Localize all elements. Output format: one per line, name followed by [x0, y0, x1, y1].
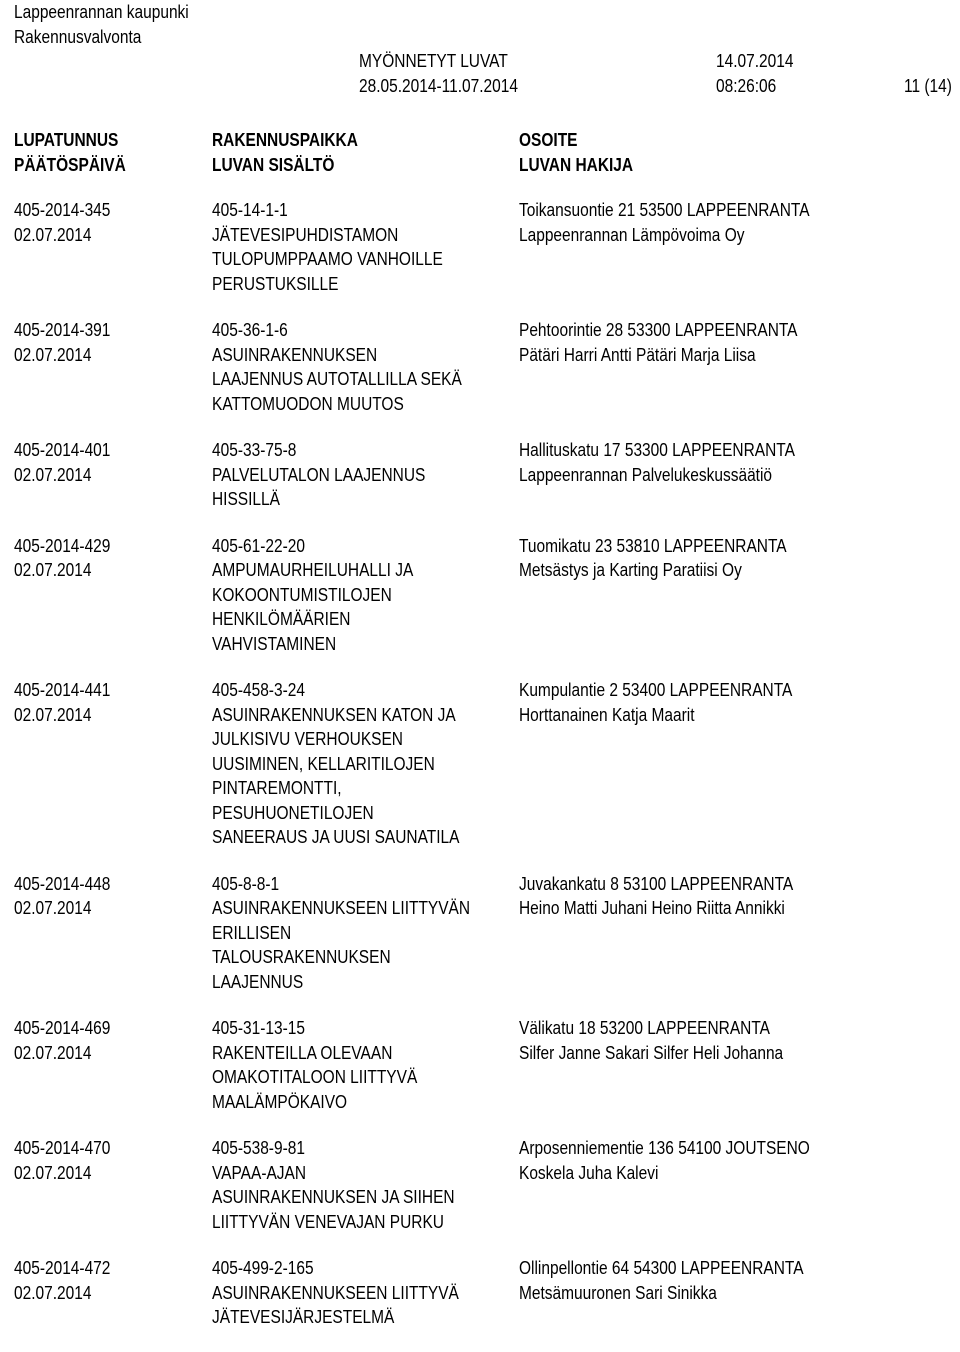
permit-entry [0, 678, 960, 850]
permit-content-line: TULOPUMPPAAMO VANHOILLE [212, 249, 443, 269]
permit-content-line: OMAKOTITALOON LIITTYVÄ [212, 1067, 418, 1087]
permit-content-line: KOKOONTUMISTILOJEN [212, 584, 392, 605]
permit-content-line: LIITTYVÄN VENEVAJAN PURKU [212, 1211, 444, 1232]
address-applicant-cell [519, 1016, 826, 1065]
permit-content-line: LAAJENNUS AUTOTALLILLA SEKÄ [212, 369, 462, 389]
address-applicant-cell [519, 1256, 850, 1305]
permit-content-line: KATTOMUODON MUUTOS [212, 393, 404, 414]
building-site: 405-33-75-8 [212, 440, 297, 460]
site-content-cell [212, 318, 512, 416]
permit-id: 405-2014-391 [14, 320, 111, 340]
applicant: Koskela Juha Kalevi [519, 1162, 659, 1183]
decision-date: 02.07.2014 [14, 1282, 92, 1303]
site-content-cell [212, 534, 512, 657]
site-content-cell [212, 1256, 512, 1330]
permit-entry [0, 1136, 960, 1234]
permit-id-cell [14, 318, 126, 367]
permit-content-line: JÄTEVESIPUHDISTAMON [212, 224, 399, 245]
permit-id: 405-2014-448 [14, 873, 111, 894]
column-header-site: RAKENNUSPAIKKA LUVAN SISÄLTÖ [212, 130, 358, 175]
site-content-cell [212, 872, 512, 995]
permit-entries [0, 198, 960, 1352]
permit-id: 405-2014-441 [14, 680, 111, 700]
decision-date: 02.07.2014 [14, 1042, 92, 1063]
applicant: Pätäri Harri Antti Pätäri Marja Liisa [519, 344, 756, 365]
permit-content-line: SANEERAUS JA UUSI SAUNATILA [212, 827, 460, 847]
permit-content-line: AMPUMAURHEILUHALLI JA [212, 560, 414, 580]
building-site: 405-14-1-1 [212, 200, 288, 220]
permit-id: 405-2014-345 [14, 200, 111, 220]
building-site: 405-8-8-1 [212, 873, 280, 894]
permit-content-line: HISSILLÄ [212, 489, 280, 509]
permit-id-cell [14, 198, 126, 247]
permit-content-line: ERILLISEN [212, 922, 292, 943]
department-name: Rakennusvalvonta [14, 27, 142, 47]
site-content-cell [212, 678, 512, 850]
site-content-cell [212, 1136, 512, 1234]
permit-content-line: RAKENTEILLA OLEVAAN [212, 1042, 393, 1063]
column-header-permit: LUPATUNNUS PÄÄTÖSPÄIVÄ [14, 130, 126, 175]
permit-id: 405-2014-401 [14, 440, 111, 460]
permit-id: 405-2014-472 [14, 1258, 111, 1278]
print-time: 08:26:06 [716, 76, 777, 96]
permit-entry [0, 872, 960, 995]
permit-content-line: VAPAA-AJAN [212, 1162, 307, 1183]
building-site: 405-36-1-6 [212, 320, 288, 340]
decision-date: 02.07.2014 [14, 560, 92, 580]
address: Arposenniementie 136 54100 JOUTSENO [519, 1138, 810, 1158]
permit-entry [0, 198, 960, 296]
permit-content-line: PESUHUONETILOJEN [212, 802, 374, 823]
report-title: MYÖNNETYT LUVAT [359, 51, 508, 71]
page-number: 11 (14) [904, 76, 952, 96]
permit-entry [0, 438, 960, 512]
permit-content-line: UUSIMINEN, KELLARITILOJEN [212, 753, 435, 774]
building-site: 405-538-9-81 [212, 1138, 305, 1158]
address: Juvakankatu 8 53100 LAPPEENRANTA [519, 873, 794, 894]
address-applicant-cell [519, 198, 857, 247]
building-site: 405-61-22-20 [212, 535, 305, 556]
applicant: Heino Matti Juhani Heino Riitta Annikki [519, 898, 785, 918]
permit-content-line: HENKILÖMÄÄRIEN [212, 609, 351, 629]
permit-id: 405-2014-470 [14, 1138, 111, 1158]
permit-content-line: JÄTEVESIJÄRJESTELMÄ [212, 1307, 395, 1327]
applicant: Lappeenrannan Palvelukeskussäätiö [519, 464, 773, 485]
address-applicant-cell [519, 1136, 857, 1185]
site-content-cell [212, 1016, 512, 1114]
permit-content-line: TALOUSRAKENNUKSEN [212, 947, 391, 967]
building-site: 405-499-2-165 [212, 1258, 314, 1278]
address: Kumpulantie 2 53400 LAPPEENRANTA [519, 680, 793, 700]
address: Toikansuontie 21 53500 LAPPEENRANTA [519, 200, 810, 220]
decision-date: 02.07.2014 [14, 224, 92, 245]
permit-content-line: LAAJENNUS [212, 971, 304, 992]
permit-content-line: PALVELUTALON LAAJENNUS [212, 464, 426, 485]
address: Ollinpellontie 64 54300 LAPPEENRANTA [519, 1258, 804, 1278]
decision-date: 02.07.2014 [14, 1162, 92, 1183]
permit-entry [0, 1256, 960, 1330]
address: Hallituskatu 17 53300 LAPPEENRANTA [519, 440, 795, 460]
permit-content-line: ASUINRAKENNUKSEEN LIITTYVÄN [212, 898, 471, 918]
permit-content-line: ASUINRAKENNUKSEN KATON JA [212, 704, 456, 725]
address-applicant-cell [519, 438, 840, 487]
permit-id-cell [14, 1256, 126, 1305]
permit-id-cell [14, 1016, 126, 1065]
address-applicant-cell [519, 534, 830, 583]
permit-id-cell [14, 534, 126, 583]
building-site: 405-458-3-24 [212, 680, 305, 700]
building-site: 405-31-13-15 [212, 1018, 305, 1038]
permit-content-line: PINTAREMONTTI, [212, 778, 342, 798]
applicant: Metsämuuronen Sari Sinikka [519, 1282, 717, 1303]
applicant: Metsästys ja Karting Paratiisi Oy [519, 560, 742, 580]
permit-entry [0, 534, 960, 657]
permit-entry [0, 318, 960, 416]
address: Tuomikatu 23 53810 LAPPEENRANTA [519, 535, 787, 556]
permit-content-line: PERUSTUKSILLE [212, 273, 339, 294]
permit-id: 405-2014-469 [14, 1018, 111, 1038]
site-content-cell [212, 438, 512, 512]
print-date: 14.07.2014 [716, 51, 794, 71]
permit-id-cell [14, 678, 126, 727]
permit-entry [0, 1016, 960, 1114]
address-applicant-cell [519, 872, 838, 921]
decision-date: 02.07.2014 [14, 344, 92, 365]
decision-date: 02.07.2014 [14, 464, 92, 485]
applicant: Horttanainen Katja Maarit [519, 704, 695, 725]
column-header-address: OSOITE LUVAN HAKIJA [519, 130, 634, 175]
address: Välikatu 18 53200 LAPPEENRANTA [519, 1018, 770, 1038]
permit-id-cell [14, 872, 126, 921]
decision-date: 02.07.2014 [14, 898, 92, 918]
address-applicant-cell [519, 318, 843, 367]
site-content-cell [212, 198, 512, 296]
permit-content-line: ASUINRAKENNUKSEEN LIITTYVÄ [212, 1282, 459, 1303]
address: Pehtoorintie 28 53300 LAPPEENRANTA [519, 320, 798, 340]
permit-content-line: JULKISIVU VERHOUKSEN [212, 729, 403, 749]
permit-content-line: VAHVISTAMINEN [212, 633, 337, 654]
organization-header [14, 0, 217, 50]
applicant: Lappeenrannan Lämpövoima Oy [519, 224, 745, 245]
permit-id: 405-2014-429 [14, 535, 111, 556]
date-range: 28.05.2014-11.07.2014 [359, 76, 518, 96]
decision-date: 02.07.2014 [14, 704, 92, 725]
permit-content-line: ASUINRAKENNUKSEN [212, 344, 378, 365]
organization-name: Lappeenrannan kaupunki [14, 2, 189, 22]
permit-content-line: MAALÄMPÖKAIVO [212, 1091, 348, 1112]
permit-id-cell [14, 1136, 126, 1185]
applicant: Silfer Janne Sakari Silfer Heli Johanna [519, 1042, 784, 1063]
address-applicant-cell [519, 678, 837, 727]
permit-id-cell [14, 438, 126, 487]
permit-content-line: ASUINRAKENNUKSEN JA SIIHEN [212, 1187, 455, 1207]
